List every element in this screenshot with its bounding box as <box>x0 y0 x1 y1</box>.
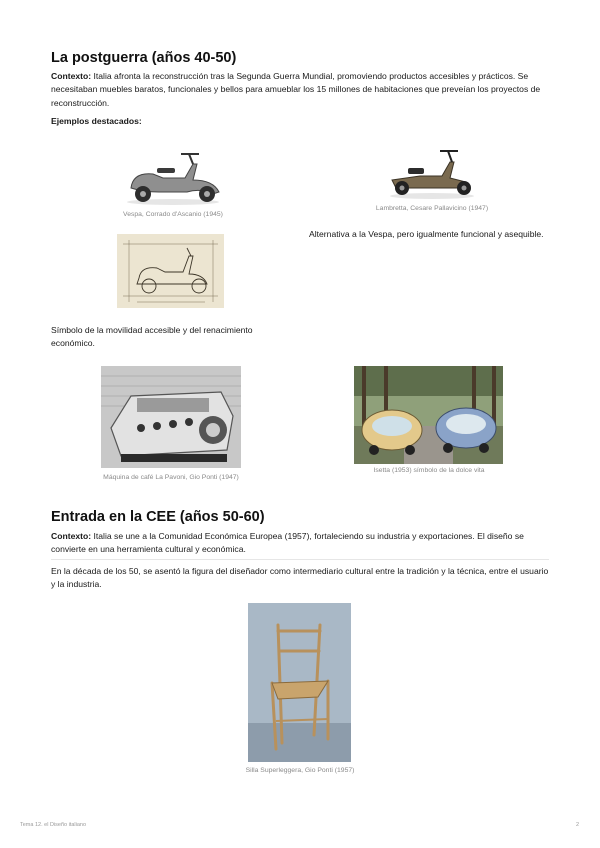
isetta-photo <box>354 366 503 464</box>
section-divider <box>51 559 549 560</box>
section1-context-label: Contexto: <box>51 71 92 81</box>
section2-paragraph: En la década de los 50, se asentó la figura del diseñador como intermediario cultural entre la tradición y la técnica, entre el usuario y la industria. <box>51 566 549 590</box>
chair-photo <box>248 603 351 762</box>
lambretta-illustration <box>386 146 478 200</box>
examples-label: Ejemplos destacados: <box>51 116 142 126</box>
chair-caption: Silla Superleggera, Gio Ponti (1957) <box>245 767 355 774</box>
section1-context-text: Italia afronta la reconstrucción tras la Segunda Guerra Mundial, promoviendo productos accesibles y prácticos. Se necesitaban muebles baratos, funcionales y bellos para amueblar los 15 millones de habitaciones que preveían los proyectos de reconstrucción. <box>51 71 541 108</box>
vespa-blueprint <box>117 234 224 308</box>
section2-context <box>51 530 553 557</box>
section2-context-text: Italia se une a la Comunidad Económica Europea (1957), fortaleciendo su industria y exportaciones. El diseño se convierte en una herramienta cultural y económica. <box>51 531 524 555</box>
lambretta-note: Alternativa a la Vespa, pero igualmente funcional y asequible. <box>309 229 544 239</box>
chair-illustration <box>248 603 351 762</box>
isetta-caption: Isetta (1953) símbolo de la dolce vita <box>373 467 485 474</box>
pavoni-illustration <box>101 366 241 468</box>
lambretta-caption: Lambretta, Cesare Pallavicino (1947) <box>375 205 489 212</box>
isetta-illustration <box>354 366 503 464</box>
footer-title: Tema 12. el Diseño italiano <box>20 822 87 828</box>
vespa-photo <box>123 146 223 206</box>
vespa-note: Símbolo de la movilidad accesible y del renacimiento económico. <box>51 325 253 349</box>
vespa-illustration <box>123 146 223 206</box>
section1-context <box>51 70 551 110</box>
page-number: 2 <box>576 822 580 828</box>
section2-context-label: Contexto: <box>51 531 92 541</box>
vespa-drawing <box>117 234 224 308</box>
pavoni-caption: Máquina de café La Pavoni, Gio Ponti (1947) <box>103 474 239 481</box>
section1-title: La postguerra (años 40-50) <box>51 50 237 66</box>
lambretta-photo <box>386 146 478 200</box>
section2-title: Entrada en la CEE (años 50-60) <box>51 509 265 525</box>
vespa-caption: Vespa, Corrado d'Ascanio (1945) <box>123 211 223 218</box>
pavoni-photo <box>101 366 241 468</box>
